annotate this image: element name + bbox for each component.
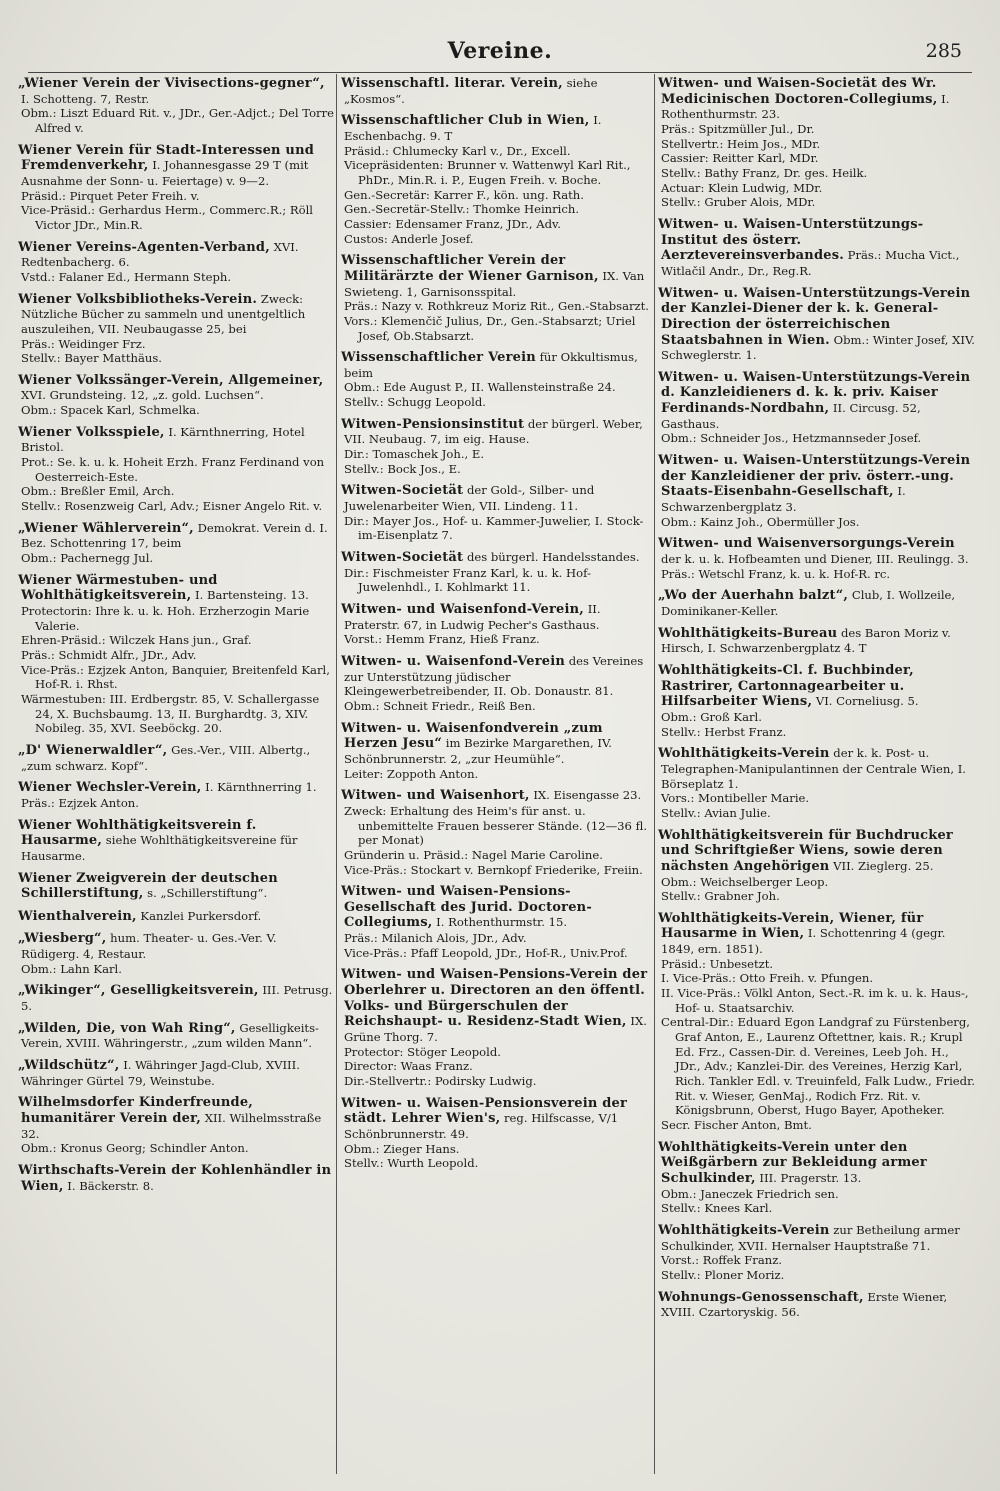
entry-address: I. Bäckerstr. 8. [67, 1178, 154, 1193]
directory-entry [341, 417, 651, 477]
entry-detail: Obm.: Groß Karl. [661, 709, 762, 724]
entry-address: I. Rothenthurmstr. 15. [436, 915, 568, 930]
entry-address: des Vereines zur Unterstützung jüdischer Kleingewerbetreibender, II. Ob. Donaustr. 81. [344, 653, 644, 699]
entry-address: II. Praterstr. 67, in Ludwig Pecher's Gasthaus. [344, 602, 601, 632]
entry-address: IX. Van Swieteng. 1, Garnisonsspital. [344, 268, 645, 299]
entry-detail: Präsid.: Unbesetzt. [661, 956, 774, 971]
page-title: Vereine. [447, 38, 553, 64]
entry-detail: Protector: Stöger Leopold. [344, 1044, 501, 1059]
column-1 [18, 76, 334, 1471]
entry-detail: Wärmestuben: III. Erdbergstr. 85, V. Schallergasse 24, X. Buchsbaumg. 13, II. Burghardtg. 3, XIV. Nobileg. 35, XVI. Seeböckg. 20. [21, 691, 320, 736]
entry-name: Witwen- u. Waisen-Unterstützungs-Institut des österr. Aerztevereinsverbandes. [658, 216, 924, 264]
directory-entry [341, 253, 651, 343]
directory-entry [18, 1163, 334, 1194]
entry-detail: Zweck: Erhaltung des Heim's für anst. u. unbemittelte Frauen besserer Stände. (12—36 fl. per Monat) [344, 803, 648, 848]
directory-entry [18, 143, 334, 233]
directory-entry [341, 602, 651, 647]
entry-name: Wiener Wohlthätigkeitsverein f. Hausarme, [18, 817, 257, 849]
entry-name: „Wiener Verein der Vivisections-gegner“, [18, 76, 325, 91]
entry-address: s. „Schillerstiftung“. [147, 886, 268, 901]
entry-detail: Stellvertr.: Heim Jos., MDr. [661, 136, 821, 151]
entry-detail: Stellv.: Schugg Leopold. [344, 395, 486, 410]
directory-entry [18, 425, 334, 514]
directory-entry [341, 483, 651, 543]
entry-detail: Obm.: Kainz Joh., Obermüller Jos. [661, 514, 860, 529]
page-number: 285 [925, 40, 962, 62]
entry-address: Ges.-Ver., VIII. Albertg., „zum schwarz. Kopf“. [21, 742, 311, 773]
entry-name: Wohnungs-Genossenschaft, [658, 1289, 864, 1305]
entry-detail: Vice-Präsid.: Gerhardus Herm., Commerc.R.; Röll Victor JDr., Min.R. [21, 203, 313, 232]
entry-detail: Leiter: Zoppoth Anton. [344, 766, 479, 781]
entry-name: Wiener Volksspiele, [18, 424, 165, 440]
directory-entry [18, 818, 334, 864]
entry-detail: Obm.: Ede August P., II. Wallensteinstraße 24. [344, 380, 616, 395]
entry-detail: Vice-Präs.: Pfaff Leopold, JDr., Hof-R., Univ.Prof. [344, 945, 628, 960]
entry-name: „Wiesberg“, [18, 931, 107, 947]
entry-address: der k. u. k. Hofbeamten und Diener, III. Reulingg. 3. [661, 552, 969, 567]
entry-detail: Dir.: Fischmeister Franz Karl, k. u. k. Hof-Juwelenhdl., I. Kohlmarkt 11. [344, 565, 591, 595]
entry-address: des Baron Moriz v. Hirsch, I. Schwarzenbergplatz 4. T [661, 625, 951, 656]
directory-entry [341, 967, 651, 1088]
directory-entry [658, 828, 976, 904]
entry-address: Geselligkeits-Verein, XVIII. Währingerstr., „zum wilden Mann“. [21, 1020, 319, 1051]
entry-name: „Wiener Wählerverein“, [18, 520, 194, 536]
entry-detail: Gen.-Secretär: Karrer F., kön. ung. Rath. [344, 187, 584, 202]
directory-entry [18, 292, 334, 366]
entry-detail: Stellv.: Grabner Joh. [661, 889, 780, 904]
entry-name: „Wo der Auerhahn balzt“, [658, 588, 849, 604]
entry-name: Wohlthätigkeits-Bureau [658, 625, 838, 641]
entry-detail: II. Vice-Präs.: Völkl Anton, Sect.-R. im k. u. k. Haus-, Hof- u. Staatsarchiv. [661, 986, 969, 1015]
entry-address: der Gold-, Silber- und Juwelenarbeiter Wien, VII. Lindeng. 11. [344, 483, 595, 514]
entry-name: Wohlthätigkeits-Verein [658, 746, 830, 762]
entry-name: Wohlthätigkeits-Verein [658, 1222, 830, 1238]
entry-detail: Obm.: Lahn Karl. [21, 961, 122, 976]
entry-name: Wohlthätigkeits-Cl. f. Buchbinder, Rastrirer, Cartonnagearbeiter u. Hilfsarbeiter Wiens, [658, 662, 914, 710]
header-rule [28, 72, 972, 73]
directory-entry [18, 1058, 334, 1088]
entry-detail: Stellv.: Bayer Matthäus. [21, 351, 162, 366]
entry-name: „Wilden, Die, von Wah Ring“, [18, 1020, 236, 1036]
entry-detail: Vice-Präs.: Stockart v. Bernkopf Friederike, Freiin. [344, 862, 643, 877]
entry-address: Obm.: Winter Josef, XIV. Schweglerstr. 1. [661, 332, 975, 363]
entry-name: Wiener Zweigverein der deutschen Schillerstiftung, [18, 870, 278, 902]
entry-name: Witwen- u. Waisenfondverein „zum Herzen Jesu“ [341, 720, 603, 752]
entry-detail: Stellv.: Bock Jos., E. [344, 461, 461, 476]
entry-address: VII. Zieglerg. 25. [833, 858, 934, 873]
entry-address: Erste Wiener, XVIII. Czartoryskig. 56. [661, 1289, 948, 1320]
entry-name: Wissenschaftl. literar. Verein, [341, 76, 563, 91]
entry-name: Witwen- u. Waisen-Unterstützungs-Verein der Kanzlei-Diener der k. k. General-Direction der österreichischen Staatsbahnen in Wien. [658, 285, 971, 348]
entry-detail: Obm.: Weichselberger Leop. [661, 874, 829, 889]
directory-entry [341, 76, 651, 106]
entry-name: Wiener Verein für Stadt-Interessen und Fremdenverkehr, [18, 142, 315, 174]
directory-entry [658, 911, 976, 1133]
entry-address: I. Eschenbachg. 9. T [344, 113, 602, 143]
entry-name: Wohlthätigkeits-Verein unter den Weißgärbern zur Bekleidung armer Schulkinder, [658, 1139, 927, 1186]
entry-detail: Obm.: Janeczek Friedrich sen. [661, 1186, 839, 1201]
entry-address: I. Schwarzenbergplatz 3. [661, 484, 906, 515]
entry-address: I. Schotteng. 7, Restr. [21, 91, 150, 106]
entry-name: „Wikinger“, Geselligkeitsverein, [18, 983, 259, 999]
entry-address: I. Johannesgasse 29 T (mit Ausnahme der Sonn- u. Feiertage) v. 9—2. [21, 158, 309, 188]
entry-name: Wissenschaftlicher Club in Wien, [341, 113, 590, 129]
entry-detail: Präs.: Wetschl Franz, k. u. k. Hof-R. rc. [661, 566, 891, 581]
directory-entry [658, 1290, 976, 1320]
entry-address: I. Kärnthnerring, Hotel Bristol. [21, 424, 305, 455]
entry-name: Witwen- und Waisenfond-Verein, [341, 602, 584, 617]
entry-detail: Custos: Anderle Josef. [344, 231, 474, 246]
entry-detail: Vorst.: Hemm Franz, Hieß Franz. [344, 632, 540, 647]
entry-detail: Präs.: Nazy v. Rothkreuz Moriz Rit., Gen.-Stabsarzt. [344, 299, 649, 314]
column-3 [658, 76, 976, 1471]
entry-address: Club, I. Wollzeile, Dominikaner-Keller. [661, 588, 956, 618]
entry-address: der k. k. Post- u. Telegraphen-Manipulantinnen der Centrale Wien, I. Börseplatz 1. [661, 746, 966, 791]
entry-detail: Stellv.: Gruber Alois, MDr. [661, 195, 816, 210]
directory-entry [658, 453, 976, 529]
entry-detail: Stellv.: Rosenzweig Carl, Adv.; Eisner Angelo Rit. v. [21, 499, 323, 514]
directory-entry [18, 871, 334, 902]
entry-address: im Bezirke Margarethen, IV. Schönbrunnerstr. 2, „zur Heumühle“. [344, 736, 612, 766]
entry-name: Witwen-Pensionsinstitut [341, 416, 525, 432]
entry-name: „Wildschütz“, [18, 1058, 120, 1074]
entry-address: Präs.: Mucha Vict., Witlačil Andr., Dr., Reg.R. [661, 248, 960, 278]
entry-detail: Actuar: Klein Ludwig, MDr. [661, 180, 823, 195]
entry-detail: Präsid.: Pirquet Peter Freih. v. [21, 188, 200, 203]
entry-detail: Stellv.: Knees Karl. [661, 1201, 773, 1216]
entry-name: Wiener Vereins-Agenten-Verband, [18, 239, 270, 255]
directory-entry [18, 1095, 334, 1156]
entry-address: Kanzlei Purkersdorf. [140, 908, 262, 923]
entry-detail: Dir.-Stellvertr.: Podirsky Ludwig. [344, 1074, 537, 1089]
directory-entry [658, 746, 976, 820]
entry-detail: Director: Waas Franz. [344, 1059, 473, 1074]
entry-detail: Obm.: Liszt Eduard Rit. v., JDr., Ger.-Adjct.; Del Torre Alfred v. [21, 106, 334, 135]
entry-detail: Cassier: Reitter Karl, MDr. [661, 151, 819, 166]
entry-detail: Obm.: Zieger Hans. [344, 1141, 460, 1156]
entry-detail: Obm.: Spacek Karl, Schmelka. [21, 403, 200, 418]
entry-address: II. Circusg. 52, Gasthaus. [661, 401, 921, 431]
column-divider [336, 74, 337, 1474]
entry-name: Witwen- und Waisenhort, [341, 788, 530, 804]
entry-name: Wilhelmsdorfer Kinderfreunde, humanitärer Verein der, [18, 1095, 254, 1127]
entry-name: Witwen- u. Waisenfond-Verein [341, 653, 566, 669]
column-2 [341, 76, 651, 1471]
entry-name: Wohlthätigkeits-Verein, Wiener, für Hausarme in Wien, [658, 910, 924, 942]
directory-entry [18, 1021, 334, 1051]
entry-address: Zweck: Nützliche Bücher zu sammeln und unentgeltlich auszuleihen, VII. Neubaugasse 25, bei [21, 291, 306, 336]
entry-detail: Obm.: Schneider Jos., Hetzmannseder Josef. [661, 431, 922, 446]
directory-entry [341, 550, 651, 595]
entry-detail: Präs.: Spitzmüller Jul., Dr. [661, 121, 815, 136]
entry-detail: Vstd.: Falaner Ed., Hermann Steph. [21, 269, 232, 284]
directory-entry [658, 370, 976, 446]
directory-entry [18, 573, 334, 736]
entry-name: Witwen- und Waisenversorgungs-Verein [658, 536, 955, 552]
entry-name: Witwen- u. Waisen-Unterstützungs-Verein der Kanzleidiener der priv. österr.-ung. Staats-Eisenbahn-Gesellschaft, [658, 453, 971, 500]
entry-address: IX. Eisengasse 23. [533, 788, 642, 803]
directory-entry [658, 1140, 976, 1216]
directory-entry [341, 1096, 651, 1171]
entry-detail: Vors.: Montibeller Marie. [661, 791, 810, 806]
directory-entry [658, 1223, 976, 1283]
entry-detail: Präs.: Milanich Alois, JDr., Adv. [344, 931, 527, 946]
entry-name: Witwen-Societät [341, 483, 464, 499]
entry-address: I. Rothenthurmstr. 23. [661, 91, 950, 122]
entry-detail: Protectorin: Ihre k. u. k. Hoh. Erzherzogin Marie Valerie. [21, 604, 310, 633]
entry-detail: Präsid.: Chlumecky Karl v., Dr., Excell. [344, 143, 571, 158]
entry-name: Wohlthätigkeitsverein für Buchdrucker und Schriftgießer Wiens, sowie deren nächsten Angehörigen [658, 827, 953, 874]
entry-address: für Okkultismus, beim [344, 350, 638, 380]
entry-detail: Stellv.: Avian Julie. [661, 805, 771, 820]
entry-address: zur Betheilung armer Schulkinder, XVII. Hernalser Hauptstraße 71. [661, 1222, 960, 1253]
entry-address: I. Währinger Jagd-Club, XVIII. Währinger Gürtel 79, Weinstube. [21, 1058, 300, 1088]
entry-address: der bürgerl. Weber, VII. Neubaug. 7, im eig. Hause. [344, 416, 643, 447]
entry-detail: Dir.: Tomaschek Joh., E. [344, 447, 485, 462]
entry-detail: Ehren-Präsid.: Wilczek Hans jun., Graf. [21, 633, 252, 648]
entry-name: Witwen- u. Waisen-Pensionsverein der städt. Lehrer Wien's, [341, 1095, 628, 1127]
entry-name: Wienthalverein, [18, 908, 137, 924]
directory-entry [18, 983, 334, 1013]
entry-address: VI. Corneliusg. 5. [815, 694, 919, 709]
directory-entry [18, 76, 334, 136]
directory-entry [658, 217, 976, 279]
entry-address: IX. Grüne Thorg. 7. [344, 1014, 647, 1045]
entry-address: I. Schottenring 4 (gegr. 1849, ern. 1851). [661, 926, 946, 957]
entry-detail: Präs.: Weidinger Frz. [21, 336, 146, 351]
directory-entry [341, 350, 651, 410]
entry-address: des bürgerl. Handelsstandes. [466, 550, 640, 565]
directory-entry [658, 286, 976, 363]
entry-name: Witwen- u. Waisen-Unterstützungs-Verein d. Kanzleidieners d. k. k. priv. Kaiser Ferdinands-Nordbahn, [658, 369, 971, 417]
entry-address: hum. Theater- u. Ges.-Ver. V. Rüdigerg. 4, Restaur. [21, 931, 277, 962]
entry-detail: Secr. Fischer Anton, Bmt. [661, 1118, 812, 1132]
column-divider [654, 74, 655, 1474]
entry-address: XVI. Grundsteing. 12, „z. gold. Luchsen“. [21, 388, 264, 403]
entry-name: Wiener Wärmestuben- und Wohlthätigkeitsverein, [18, 572, 218, 604]
entry-name: Wiener Volkssänger-Verein, Allgemeiner, [18, 372, 324, 388]
directory-entry [341, 884, 651, 960]
entry-name: Witwen- und Waisen-Societät des Wr. Medicinischen Doctoren-Collegiums, [658, 76, 938, 107]
entry-detail: Vice-Präs.: Ezjzek Anton, Banquier, Breitenfeld Karl, Hof-R. i. Rhst. [21, 662, 330, 692]
entry-detail: Gründerin u. Präsid.: Nagel Marie Caroline. [344, 847, 603, 862]
directory-entry [18, 373, 334, 418]
entry-name: Witwen- und Waisen-Pensions-Verein der Oberlehrer u. Directoren an den öffentl. Volks- und Bürgerschulen der Reichshaupt- u. Residenz-Stadt Wien, [341, 967, 648, 1030]
entry-detail: Stellv.: Herbst Franz. [661, 724, 787, 739]
entry-detail: Vors.: Klemenčič Julius, Dr., Gen.-Stabsarzt; Uriel Josef, Ob.Stabsarzt. [344, 313, 636, 343]
directory-entry [658, 536, 976, 581]
entry-name: Wiener Volksbibliotheks-Verein. [18, 291, 258, 307]
entry-name: Wiener Wechsler-Verein, [18, 780, 202, 796]
entry-address: III. Petrusg. 5. [21, 983, 333, 1014]
entry-detail: Prot.: Se. k. u. k. Hoheit Erzh. Franz Ferdinand von Oesterreich-Este. [21, 455, 325, 484]
entry-address: siehe Wohlthätigkeitsvereine für Hausarme. [21, 833, 298, 863]
directory-entry [18, 780, 334, 810]
entry-address: siehe „Kosmos“. [344, 76, 598, 106]
directory-entry [18, 743, 334, 773]
entry-detail: Präs.: Ezjzek Anton. [21, 795, 139, 810]
entry-address: reg. Hilfscasse, V/1 Schönbrunnerstr. 49. [344, 1111, 619, 1141]
entry-detail: Stellv.: Ploner Moriz. [661, 1267, 785, 1282]
entry-name: Witwen- und Waisen-Pensions-Gesellschaft des Jurid. Doctoren-Collegiums, [341, 884, 592, 931]
entry-address: I. Bartensteing. 13. [195, 588, 309, 603]
entry-address: Demokrat. Verein d. I. Bez. Schottenring 17, beim [21, 520, 328, 551]
entry-name: Wissenschaftlicher Verein [341, 350, 536, 366]
entry-detail: Dir.: Mayer Jos., Hof- u. Kammer-Juwelier, I. Stock-im-Eisenplatz 7. [344, 513, 644, 543]
entry-detail: Präs.: Schmidt Alfr., JDr., Adv. [21, 647, 197, 662]
entry-detail: Obm.: Schneit Friedr., Reiß Ben. [344, 698, 536, 713]
entry-name: Witwen-Societät [341, 550, 464, 566]
entry-detail: I. Vice-Präs.: Otto Freih. v. Pfungen. [661, 971, 874, 986]
entry-detail: Obm.: Pachernegg Jul. [21, 551, 154, 566]
directory-entry [658, 663, 976, 739]
directory-entry [18, 931, 334, 976]
entry-detail: Obm.: Kronus Georg; Schindler Anton. [21, 1141, 249, 1156]
entry-address: XII. Wilhelmsstraße 32. [21, 1111, 322, 1141]
entry-detail: Vorst.: Roffek Franz. [661, 1253, 782, 1268]
directory-entry [18, 521, 334, 566]
directory-entry [341, 721, 651, 782]
entry-detail: Obm.: Breßler Emil, Arch. [21, 484, 175, 499]
entry-address: XVI. Redtenbacherg. 6. [21, 239, 299, 270]
entry-detail: Gen.-Secretär-Stellv.: Thomke Heinrich. [344, 202, 580, 217]
page-header [0, 38, 1000, 68]
entry-name: Wirthschafts-Verein der Kohlenhändler in Wien, [18, 1163, 332, 1194]
directory-entry [341, 654, 651, 714]
entry-address: III. Pragerstr. 13. [759, 1170, 862, 1185]
directory-entry [341, 113, 651, 246]
entry-name: Wissenschaftlicher Verein der Militärärzte der Wiener Garnison, [341, 253, 599, 284]
directory-entry [18, 240, 334, 285]
entry-detail: Stellv.: Wurth Leopold. [344, 1156, 479, 1171]
directory-entry [658, 626, 976, 656]
entry-detail: Vicepräsidenten: Brunner v. Wattenwyl Karl Rit., PhDr., Min.R. i. P., Eugen Freih. v. Boche. [344, 158, 631, 187]
entry-name: „D' Wienerwaldler“, [18, 742, 168, 758]
entry-address: I. Kärnthnerring 1. [205, 780, 317, 795]
directory-entry [658, 76, 976, 210]
entry-detail: Central-Dir.: Eduard Egon Landgraf zu Fürstenberg, Graf Anton, E., Laurenz Oftettner, kais. R.; Krupl Ed. Frz., Cassen-Dir. d. Vereines, Leeb Joh. H., JDr., Adv.; Kanzlei-Dir. des Vereines, Herzig Karl, Rich. Tankler Edl. v. Treuinfeld, Falk Ludw., Friedr. Rit. v. Wieser, GenMaj., Rodich Frz. Rit. v. Königsbrunn, Oberst, Hugo Bayer, Apotheker. [661, 1015, 976, 1118]
directory-entry [658, 588, 976, 618]
directory-entry [18, 909, 334, 925]
entry-detail: Stellv.: Bathy Franz, Dr. ges. Heilk. [661, 165, 868, 180]
entry-detail: Cassier: Edensamer Franz, JDr., Adv. [344, 216, 561, 231]
directory-entry [341, 788, 651, 877]
